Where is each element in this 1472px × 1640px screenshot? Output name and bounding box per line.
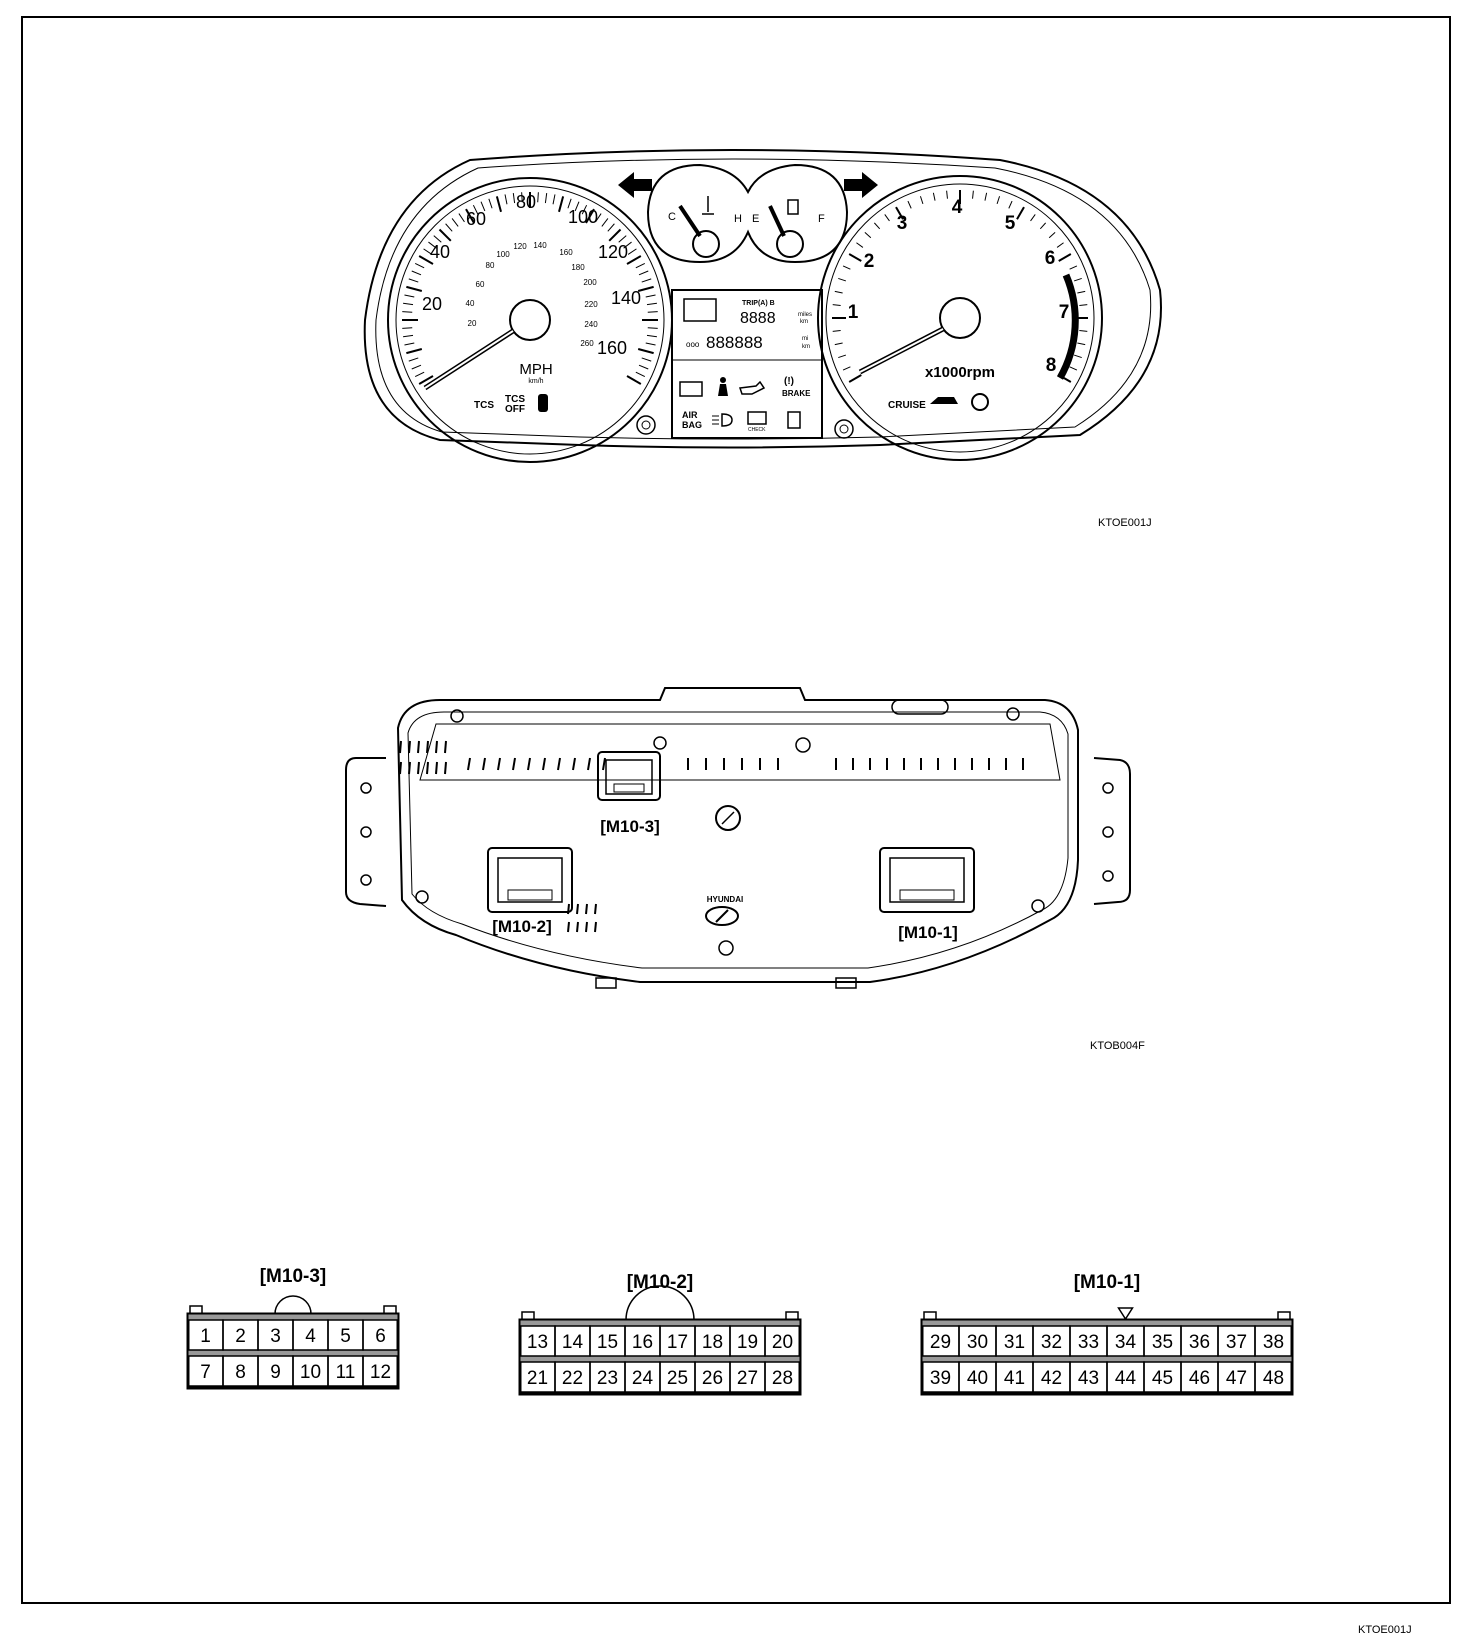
screw-near-m10-3 bbox=[654, 737, 666, 749]
pin-number: 43 bbox=[1077, 1368, 1100, 1389]
battery-warning-icon bbox=[680, 382, 702, 396]
pin-number: 25 bbox=[666, 1368, 689, 1389]
dial-tick bbox=[1057, 243, 1063, 248]
fuel-full-label: F bbox=[818, 213, 825, 225]
dial-tick bbox=[849, 375, 861, 382]
dial-tick bbox=[1074, 278, 1082, 280]
speedo-kmh-number: 240 bbox=[584, 320, 598, 329]
tach-number: 1 bbox=[847, 302, 859, 323]
pin-number: 10 bbox=[299, 1362, 322, 1383]
pin-number: 31 bbox=[1003, 1332, 1026, 1353]
dial-tick bbox=[838, 355, 846, 357]
dial-tick bbox=[602, 218, 608, 226]
dial-tick bbox=[513, 193, 514, 203]
rear-top-inner-panel bbox=[420, 724, 1060, 780]
pin-number: 7 bbox=[200, 1362, 211, 1383]
headlight-high-beam-icon bbox=[712, 414, 732, 426]
temp-hot-label: H bbox=[734, 213, 742, 225]
lcd-odometer-digits: 888888 bbox=[706, 333, 763, 352]
rear-label-m10-1: [M10-1] bbox=[898, 923, 958, 942]
rear-label-m10-3: [M10-3] bbox=[600, 817, 660, 836]
dial-tick bbox=[402, 328, 412, 329]
dial-tick bbox=[920, 196, 922, 204]
pin-number: 40 bbox=[966, 1368, 989, 1389]
dial-tick bbox=[505, 194, 507, 204]
dial-tick bbox=[1009, 201, 1012, 208]
hatch-mark bbox=[427, 741, 428, 753]
connector-m10-3 bbox=[188, 1266, 398, 1388]
dial-tick bbox=[833, 331, 841, 332]
dial-tick bbox=[642, 279, 651, 282]
hatch-mark bbox=[400, 741, 401, 753]
speedo-kmh-number: 220 bbox=[584, 300, 598, 309]
hatch-mark bbox=[568, 922, 569, 932]
dial-tick bbox=[446, 224, 453, 232]
screw-bottom-right bbox=[1032, 900, 1044, 912]
pin-number: 16 bbox=[631, 1332, 654, 1353]
hatch-mark bbox=[603, 758, 605, 770]
dial-tick bbox=[403, 303, 413, 304]
screw-bottom-left bbox=[416, 891, 428, 903]
hatch-mark bbox=[409, 741, 410, 753]
connector-key-band bbox=[188, 1314, 398, 1320]
connector-key-band bbox=[188, 1350, 398, 1356]
fuel-empty-label: E bbox=[752, 213, 760, 225]
dial-tick bbox=[402, 312, 412, 313]
connector-label: [M10-2] bbox=[626, 1272, 694, 1293]
dial-tick bbox=[1077, 343, 1085, 345]
dial-tick bbox=[1077, 291, 1085, 293]
oil-pressure-icon bbox=[740, 382, 764, 394]
connector-key-band bbox=[520, 1356, 800, 1362]
tach-number: 3 bbox=[896, 213, 908, 234]
pin-number: 12 bbox=[369, 1362, 392, 1383]
speedo-mph-number: 140 bbox=[610, 288, 642, 308]
turn-right-arrow-icon bbox=[844, 172, 878, 198]
dial-tick bbox=[1049, 232, 1055, 237]
speedo-kmh-number: 140 bbox=[533, 241, 547, 250]
pin-number: 4 bbox=[305, 1326, 316, 1347]
speedo-mph-number: 80 bbox=[515, 192, 537, 212]
footer-figure-code: KTOE001J bbox=[1358, 1624, 1412, 1636]
fuel-pump-icon bbox=[788, 200, 798, 214]
speedo-mph-number: 40 bbox=[429, 242, 451, 262]
bottom-clip-left bbox=[596, 978, 616, 988]
dial-tick bbox=[639, 365, 648, 369]
dial-tick bbox=[497, 196, 501, 211]
tcs-indicator-label: TCS bbox=[474, 400, 494, 411]
lcd-miles-label: miles bbox=[798, 312, 813, 318]
dial-tick bbox=[553, 194, 555, 204]
pin-number: 41 bbox=[1003, 1368, 1026, 1389]
dial-tick bbox=[985, 193, 987, 201]
dial-tick bbox=[1074, 355, 1082, 357]
lcd-trip-label: TRIP(A) B bbox=[742, 300, 775, 307]
hatch-mark bbox=[498, 758, 500, 770]
tach-number: 4 bbox=[951, 197, 963, 218]
connector-pinouts bbox=[188, 1266, 1292, 1394]
dial-tick bbox=[838, 278, 846, 280]
speedo-mph-number: 160 bbox=[596, 338, 628, 358]
dial-tick bbox=[627, 256, 641, 264]
hatch-mark bbox=[586, 922, 587, 932]
dial-tick bbox=[997, 196, 999, 204]
hatch-mark bbox=[400, 762, 401, 774]
dial-tick bbox=[933, 193, 935, 201]
pin-number: 19 bbox=[736, 1332, 759, 1353]
socket-m10-3 bbox=[598, 752, 660, 800]
speedo-hub bbox=[510, 300, 550, 340]
brake-warning-label: BRAKE bbox=[782, 389, 811, 398]
temp-gauge-needle bbox=[680, 206, 700, 236]
speedo-mph-number: 20 bbox=[421, 294, 443, 314]
lcd-km2-label: km bbox=[802, 344, 810, 350]
tcs-off-label-line2: OFF bbox=[505, 404, 525, 415]
fuel-gauge-needle bbox=[770, 206, 784, 236]
dial-tick bbox=[415, 372, 424, 376]
pin-number: 39 bbox=[929, 1368, 952, 1389]
pin-number: 46 bbox=[1188, 1368, 1211, 1389]
hatch-mark bbox=[577, 922, 578, 932]
dial-tick bbox=[404, 343, 414, 345]
hatch-mark bbox=[586, 904, 587, 914]
pin-number: 38 bbox=[1262, 1332, 1285, 1353]
connector-latch bbox=[275, 1296, 311, 1314]
hatch-mark bbox=[445, 762, 446, 774]
pin-number: 29 bbox=[929, 1332, 952, 1353]
hatch-mark bbox=[543, 758, 545, 770]
tach-unit-label: x1000rpm bbox=[924, 364, 996, 381]
connector-label: [M10-3] bbox=[259, 1266, 327, 1287]
pin-number: 37 bbox=[1225, 1332, 1248, 1353]
socket-m10-1 bbox=[880, 848, 974, 912]
right-mount-ear bbox=[1094, 758, 1130, 904]
speedo-mph-number: 60 bbox=[465, 209, 487, 229]
pin-number: 47 bbox=[1225, 1368, 1248, 1389]
door-open-icon bbox=[538, 394, 548, 412]
connector-key-band bbox=[520, 1320, 800, 1326]
speedo-mph-number: 100 bbox=[567, 207, 599, 227]
low-fuel-warning-icon bbox=[788, 412, 800, 428]
speedo-mph-number: 120 bbox=[597, 242, 629, 262]
speedo-kmh-number: 200 bbox=[583, 278, 597, 287]
speedo-unit-sub-label: km/h bbox=[528, 378, 544, 385]
speedo-kmh-number: 40 bbox=[465, 299, 475, 308]
dial-tick bbox=[833, 305, 841, 306]
pin-number: 6 bbox=[375, 1326, 386, 1347]
dial-tick bbox=[409, 358, 418, 361]
trunk-open-icon bbox=[930, 397, 958, 404]
fuel-gauge-hub bbox=[777, 231, 803, 257]
pin-number: 30 bbox=[966, 1332, 989, 1353]
abs-warning-icon bbox=[972, 394, 988, 410]
pin-number: 32 bbox=[1040, 1332, 1063, 1353]
pin-number: 35 bbox=[1151, 1332, 1174, 1353]
dial-tick bbox=[647, 303, 657, 304]
pin-number: 48 bbox=[1262, 1368, 1285, 1389]
pin-number: 11 bbox=[335, 1362, 356, 1383]
tach-number: 5 bbox=[1004, 213, 1016, 234]
temp-cold-label: C bbox=[668, 211, 676, 223]
tach-number: 2 bbox=[863, 251, 875, 272]
dial-tick bbox=[835, 343, 843, 345]
pin-number: 24 bbox=[631, 1368, 654, 1389]
hatch-mark bbox=[595, 904, 596, 914]
dial-tick bbox=[874, 223, 879, 229]
connector-key-band bbox=[922, 1320, 1292, 1326]
hatch-mark bbox=[436, 741, 437, 753]
speedo-reset-knob bbox=[637, 416, 655, 434]
dial-tick bbox=[648, 328, 658, 329]
cluster-front-view bbox=[365, 150, 1161, 529]
rear-figure-code: KTOB004F bbox=[1090, 1040, 1145, 1052]
cluster-rear-view bbox=[346, 688, 1145, 1052]
airbag-warning-label-line2: BAG bbox=[682, 420, 702, 430]
pin-number: 3 bbox=[270, 1326, 281, 1347]
hatch-mark bbox=[577, 904, 578, 914]
dial-tick bbox=[647, 335, 657, 336]
dial-tick bbox=[835, 291, 843, 293]
tach-number: 7 bbox=[1058, 302, 1070, 323]
tach-labels bbox=[848, 197, 1070, 376]
tach-redline-band bbox=[1060, 275, 1075, 378]
dial-tick bbox=[406, 349, 421, 353]
dial-tick bbox=[559, 196, 563, 211]
lcd-trip-digits: 8888 bbox=[740, 310, 776, 327]
dial-tick bbox=[1031, 214, 1036, 220]
dial-tick bbox=[973, 191, 974, 199]
check-engine-icon bbox=[748, 412, 766, 424]
dial-tick bbox=[452, 218, 458, 226]
speedo-kmh-number: 20 bbox=[467, 319, 477, 328]
pin-number: 42 bbox=[1040, 1368, 1063, 1389]
tach-number: 6 bbox=[1044, 248, 1056, 269]
hatch-mark bbox=[483, 758, 485, 770]
dial-tick bbox=[636, 372, 645, 376]
lcd-mi-label: mi bbox=[802, 336, 809, 342]
pin-number: 5 bbox=[340, 1326, 351, 1347]
pin-number: 15 bbox=[596, 1332, 619, 1353]
pin-number: 22 bbox=[561, 1368, 584, 1389]
seatbelt-warning-icon bbox=[718, 377, 728, 396]
pin-number: 28 bbox=[771, 1368, 794, 1389]
dial-tick bbox=[843, 266, 850, 269]
dial-tick bbox=[412, 365, 421, 369]
pin-number: 18 bbox=[701, 1332, 724, 1353]
turn-left-arrow-icon bbox=[618, 172, 652, 198]
connector-m10-2 bbox=[520, 1272, 800, 1394]
socket-m10-2 bbox=[488, 848, 572, 912]
screw-top-center bbox=[796, 738, 810, 752]
dial-tick bbox=[415, 263, 424, 267]
hatch-mark bbox=[573, 758, 575, 770]
temp-fuel-gauges bbox=[648, 165, 847, 262]
dial-tick bbox=[608, 224, 615, 232]
dial-tick bbox=[1059, 254, 1071, 261]
pin-number: 21 bbox=[526, 1368, 549, 1389]
pin-number: 14 bbox=[561, 1332, 584, 1353]
dial-tick bbox=[856, 243, 862, 248]
speedometer bbox=[388, 178, 672, 462]
pin-number: 44 bbox=[1114, 1368, 1137, 1389]
hatch-mark bbox=[513, 758, 515, 770]
hatch-mark bbox=[418, 741, 419, 753]
pin-one-marker-icon bbox=[1119, 1308, 1133, 1319]
speedo-kmh-number: 120 bbox=[513, 242, 527, 251]
tach-reset-knob bbox=[835, 420, 853, 438]
dial-tick bbox=[489, 199, 492, 208]
dial-tick bbox=[636, 263, 645, 267]
lcd-gear-digits bbox=[684, 299, 716, 321]
pin-number: 8 bbox=[235, 1362, 246, 1383]
dial-tick bbox=[1040, 223, 1045, 229]
speedo-kmh-number: 260 bbox=[580, 339, 594, 348]
dial-tick bbox=[1070, 367, 1077, 370]
connector-m10-1 bbox=[922, 1272, 1292, 1394]
pin-number: 34 bbox=[1114, 1332, 1137, 1353]
dial-tick bbox=[908, 201, 911, 208]
dial-tick bbox=[538, 192, 539, 202]
screw-bottom-center bbox=[719, 941, 733, 955]
dial-tick bbox=[1070, 266, 1077, 269]
hatch-mark bbox=[558, 758, 560, 770]
speedo-needle-core bbox=[425, 331, 513, 388]
dial-tick bbox=[404, 295, 414, 297]
coolant-temp-icon bbox=[702, 196, 714, 214]
speedo-kmh-number: 60 bbox=[475, 280, 485, 289]
speedo-unit-label: MPH bbox=[519, 361, 553, 378]
dial-tick bbox=[459, 214, 465, 222]
dial-tick bbox=[885, 214, 890, 220]
dial-tick bbox=[849, 254, 861, 261]
hatch-mark bbox=[445, 741, 446, 753]
dial-tick bbox=[638, 349, 653, 353]
pin-number: 26 bbox=[701, 1368, 724, 1389]
dial-tick bbox=[1017, 207, 1024, 219]
pin-number: 27 bbox=[736, 1368, 759, 1389]
speedo-kmh-number: 160 bbox=[559, 248, 573, 257]
pin-number: 13 bbox=[526, 1332, 549, 1353]
dial-tick bbox=[403, 335, 413, 336]
tcs-off-label-line1: TCS bbox=[505, 394, 525, 405]
pin-number: 45 bbox=[1151, 1368, 1174, 1389]
pin-number: 17 bbox=[666, 1332, 689, 1353]
dial-tick bbox=[1079, 331, 1087, 332]
pin-number: 36 bbox=[1188, 1332, 1211, 1353]
screw-top-right bbox=[1007, 708, 1019, 720]
hatch-mark bbox=[595, 922, 596, 932]
dial-tick bbox=[439, 229, 450, 240]
hatch-mark bbox=[468, 758, 470, 770]
pin-number: 9 bbox=[270, 1362, 281, 1383]
hatch-mark bbox=[436, 762, 437, 774]
hatch-mark bbox=[588, 758, 590, 770]
dial-tick bbox=[947, 191, 948, 199]
rear-label-m10-2: [M10-2] bbox=[492, 917, 552, 936]
dial-tick bbox=[646, 295, 656, 297]
dial-tick bbox=[639, 271, 648, 275]
cruise-indicator-label: CRUISE bbox=[888, 400, 926, 411]
tach-number: 8 bbox=[1045, 355, 1057, 376]
dial-tick bbox=[843, 367, 850, 370]
brake-warning-symbol: (!) bbox=[784, 376, 794, 387]
left-mount-ear bbox=[346, 758, 386, 906]
speedo-kmh-number: 80 bbox=[485, 261, 495, 270]
center-display-panel bbox=[672, 290, 822, 438]
pin-number: 2 bbox=[235, 1326, 246, 1347]
dial-tick bbox=[627, 376, 641, 384]
hatch-mark bbox=[528, 758, 530, 770]
dial-tick bbox=[412, 271, 421, 275]
dial-tick bbox=[406, 287, 421, 291]
pin-number: 1 bbox=[200, 1326, 211, 1347]
dial-tick bbox=[646, 343, 656, 345]
lcd-odo-prefix: ooo bbox=[686, 340, 700, 349]
pin-number: 23 bbox=[596, 1368, 619, 1389]
tachometer bbox=[818, 176, 1102, 460]
speedo-kmh-number: 180 bbox=[571, 263, 585, 272]
hatch-mark bbox=[409, 762, 410, 774]
lcd-km-label: km bbox=[800, 319, 808, 325]
connector-key-band bbox=[922, 1356, 1292, 1362]
hatch-mark bbox=[427, 762, 428, 774]
dial-tick bbox=[865, 232, 871, 237]
pin-number: 33 bbox=[1077, 1332, 1100, 1353]
dial-tick bbox=[409, 279, 418, 282]
tach-hub bbox=[940, 298, 980, 338]
dial-tick bbox=[648, 312, 658, 313]
dial-tick bbox=[628, 249, 636, 255]
cluster-housing-inner bbox=[376, 159, 1151, 439]
check-engine-label: CHECK bbox=[748, 427, 766, 433]
dial-tick bbox=[545, 193, 546, 203]
dial-tick bbox=[1079, 305, 1087, 306]
dial-tick bbox=[609, 229, 620, 240]
hatch-mark bbox=[418, 762, 419, 774]
speedo-kmh-number: 100 bbox=[496, 250, 510, 259]
pin-number: 20 bbox=[771, 1332, 794, 1353]
hyundai-wordmark: HYUNDAI bbox=[706, 895, 744, 904]
connector-label: [M10-1] bbox=[1073, 1272, 1141, 1293]
front-figure-code: KTOE001J bbox=[1098, 517, 1152, 529]
dial-tick bbox=[642, 358, 651, 361]
airbag-warning-label-line1: AIR bbox=[682, 410, 698, 420]
